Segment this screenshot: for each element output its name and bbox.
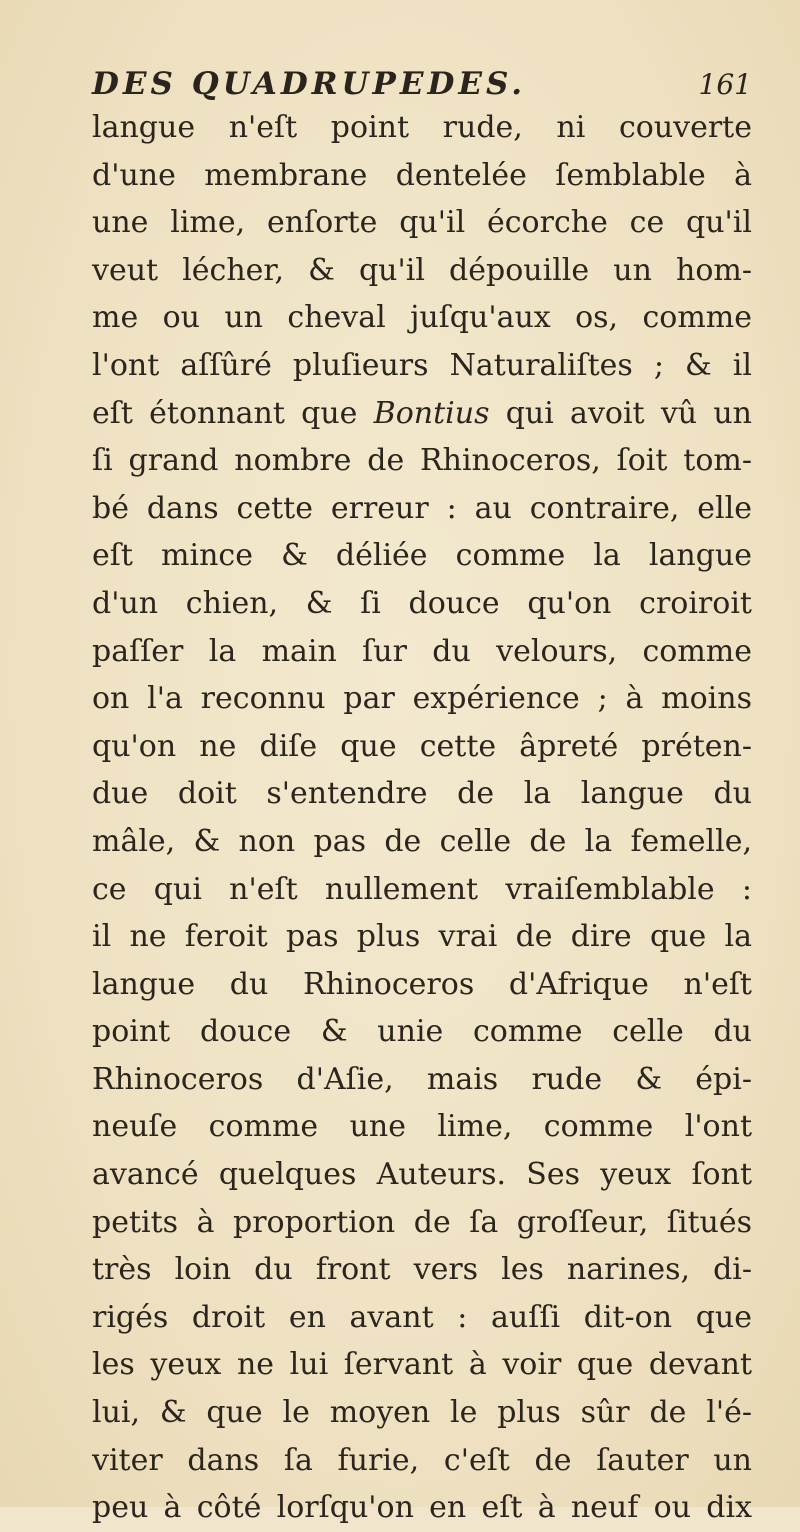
italic-name: Bontius [373,395,490,431]
text-line: on l'a reconnu par expérience ; à moins [92,681,752,717]
text-line: qu'on ne diſe que cette âpreté préten- [92,728,752,764]
text-line: bé dans cette erreur : au contraire, elle [92,490,752,526]
text-line: langue n'eſt point rude, ni couverte [92,110,752,145]
running-title: DES QUADRUPEDES. [92,66,527,102]
text-line: rigés droit en avant : auſſi dit-on que [92,1299,752,1335]
page-number: 161 [698,68,752,101]
text-segment: qui avoit vû un [505,395,752,431]
text-line: les yeux ne lui ſervant à voir que devant [92,1347,752,1383]
text-line: l'ont aſſûré pluſieurs Naturaliſtes ; & il [92,347,752,383]
text-line: veut lécher, & qu'il dépouille un hom- [92,252,752,288]
text-line: point douce & unie comme celle du [92,1014,752,1050]
text-line: eſt mince & déliée comme la langue [92,538,752,574]
text-line-with-italic [92,390,752,438]
text-segment: eſt étonnant que [92,395,358,431]
body-text [92,104,752,1532]
page-header [92,66,752,106]
text-line: langue du Rhinoceros d'Afrique n'eſt [92,966,752,1002]
text-line: petits à proportion de ſa groſſeur, ſitués [92,1204,752,1240]
text-line: d'une membrane dentelée ſemblable à [92,157,752,193]
text-line: due doit s'entendre de la langue du [92,776,752,812]
text-line: neuſe comme une lime, comme l'ont [92,1109,752,1145]
text-line: ſi grand nombre de Rhinoceros, ſoit tom- [92,443,752,479]
text-line: très loin du front vers les narines, di- [92,1252,752,1288]
text-line: Rhinoceros d'Aſie, mais rude & épi- [92,1061,752,1097]
text-line: d'un chien, & ſi douce qu'on croiroit [92,585,752,621]
text-line: paſſer la main ſur du velours, comme [92,633,752,669]
text-line: lui, & que le moyen le plus sûr de l'é- [92,1395,752,1431]
text-line: il ne feroit pas plus vrai de dire que la [92,919,752,955]
text-line: mâle, & non pas de celle de la femelle, [92,823,752,859]
text-line: peu à côté lorſqu'on en eſt à neuf ou dix [92,1490,752,1526]
text-line: me ou un cheval juſqu'aux os, comme [92,300,752,336]
text-line: une lime, enſorte qu'il écorche ce qu'il [92,205,752,241]
text-line: ce qui n'eſt nullement vraiſemblable : [92,871,752,907]
text-line: avancé quelques Auteurs. Ses yeux ſont [92,1157,752,1193]
text-line: viter dans ſa furie, c'eſt de ſauter un [92,1442,752,1478]
